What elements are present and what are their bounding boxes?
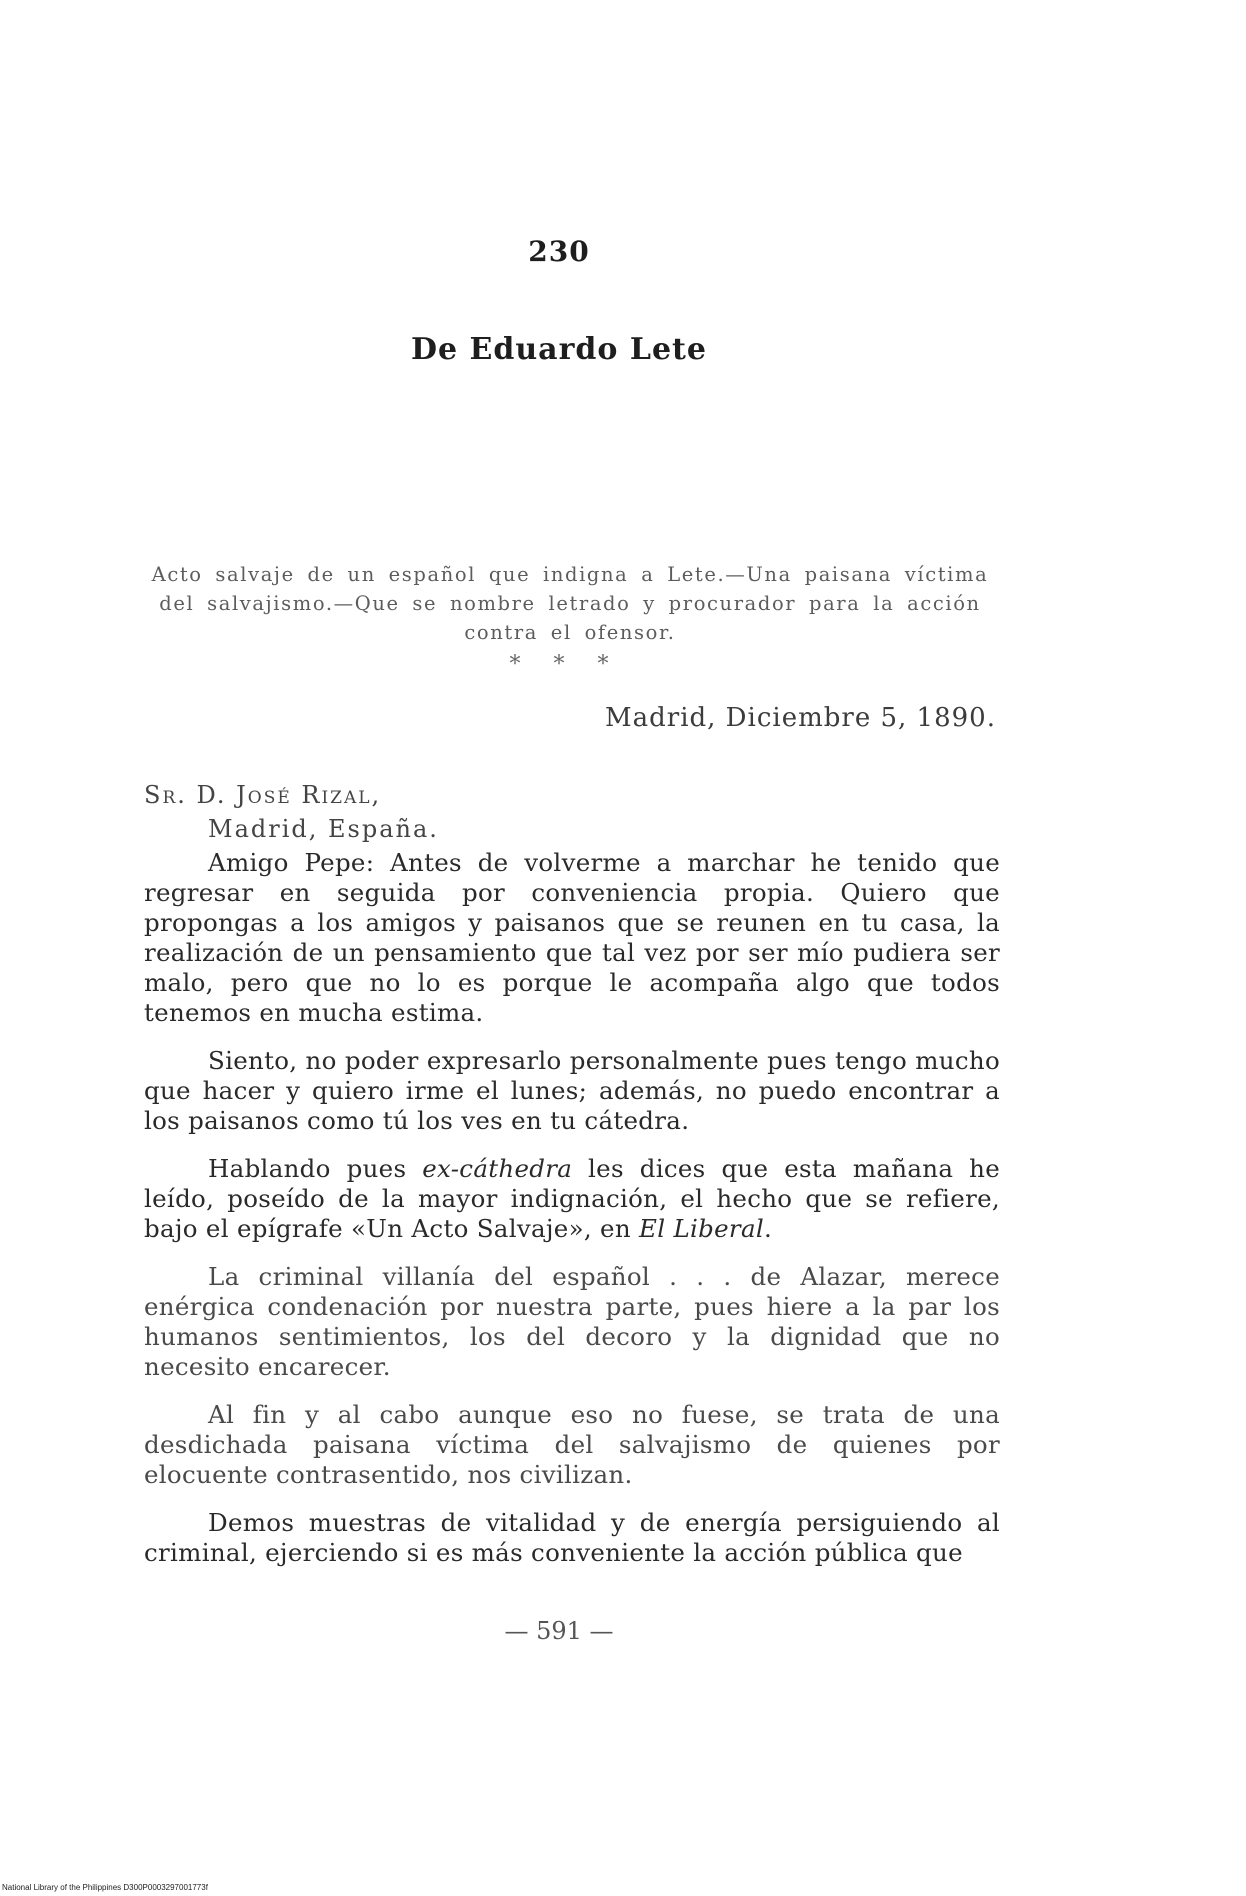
paragraph-3-text-a: Hablando pues (208, 1154, 423, 1183)
paragraph-4: La criminal villanía del español . . . de Alazar, merece enérgica condenación por nuestra parte, pues hiere a la par los humanos sentimientos, los del decoro y la dignidad que no necesito encarecer. (144, 1262, 1000, 1381)
paragraph-1: Amigo Pepe: Antes de volverme a marchar he tenido que regresar en seguida por conveniencia propia. Quiero que propongas a los amigos y paisanos que se reunen en tu casa, la realización de un pensamiento que tal vez por ser mío pudiera ser malo, pero que no lo es porque le acompaña algo que todos tenemos en mucha estima. (144, 848, 1000, 1027)
folio-number: — 591 — (504, 1617, 614, 1645)
archive-credit: National Library of the Philippines D300P0003297001773f (2, 1883, 208, 1892)
asterism-divider: * * * (509, 652, 609, 677)
paragraph-3-text-b: les dices que esta mañana he leído, poseído de la mayor indignación, el hecho que se refiere, bajo el epígrafe «Un Acto Salvaje», en (144, 1154, 1000, 1243)
letter-title: De Eduardo Lete (410, 332, 707, 367)
paragraph-5: Al fin y al cabo aunque eso no fuese, se trata de una desdichada paisana víctima del salvajismo de quienes por elocuente contrasentido, nos civilizan. (144, 1400, 1000, 1489)
page-number: 230 (528, 235, 590, 268)
salutation-block (144, 778, 439, 846)
date-line: Madrid, Diciembre 5, 1890. (605, 703, 996, 733)
paragraph-6: Demos muestras de vitalidad y de energía persiguiendo al criminal, ejerciendo si es más conveniente la acción pública que (144, 1508, 1000, 1567)
paragraph-2: Siento, no poder expresarlo personalmente pues tengo mucho que hacer y quiero irme el lunes; además, no puedo encontrar a los paisanos como tú los ves en tu cátedra. (144, 1046, 1000, 1135)
recipient-address: Madrid, España. (208, 815, 439, 843)
letter-summary: Acto salvaje de un español que indigna a Lete.—Una paisana víctima del salvajismo.—Que se nombre letrado y procurador para la acción contra el ofensor. (151, 563, 989, 644)
italic-el-liberal: El Liberal (639, 1214, 764, 1243)
paragraph-3-text-c: . (763, 1214, 773, 1243)
italic-ex-cathedra: ex-cáthedra (422, 1154, 573, 1183)
letter-body (144, 848, 1000, 1586)
paragraph-3 (144, 1154, 1000, 1244)
recipient-name: Sr. D. José Rizal, (144, 781, 382, 809)
